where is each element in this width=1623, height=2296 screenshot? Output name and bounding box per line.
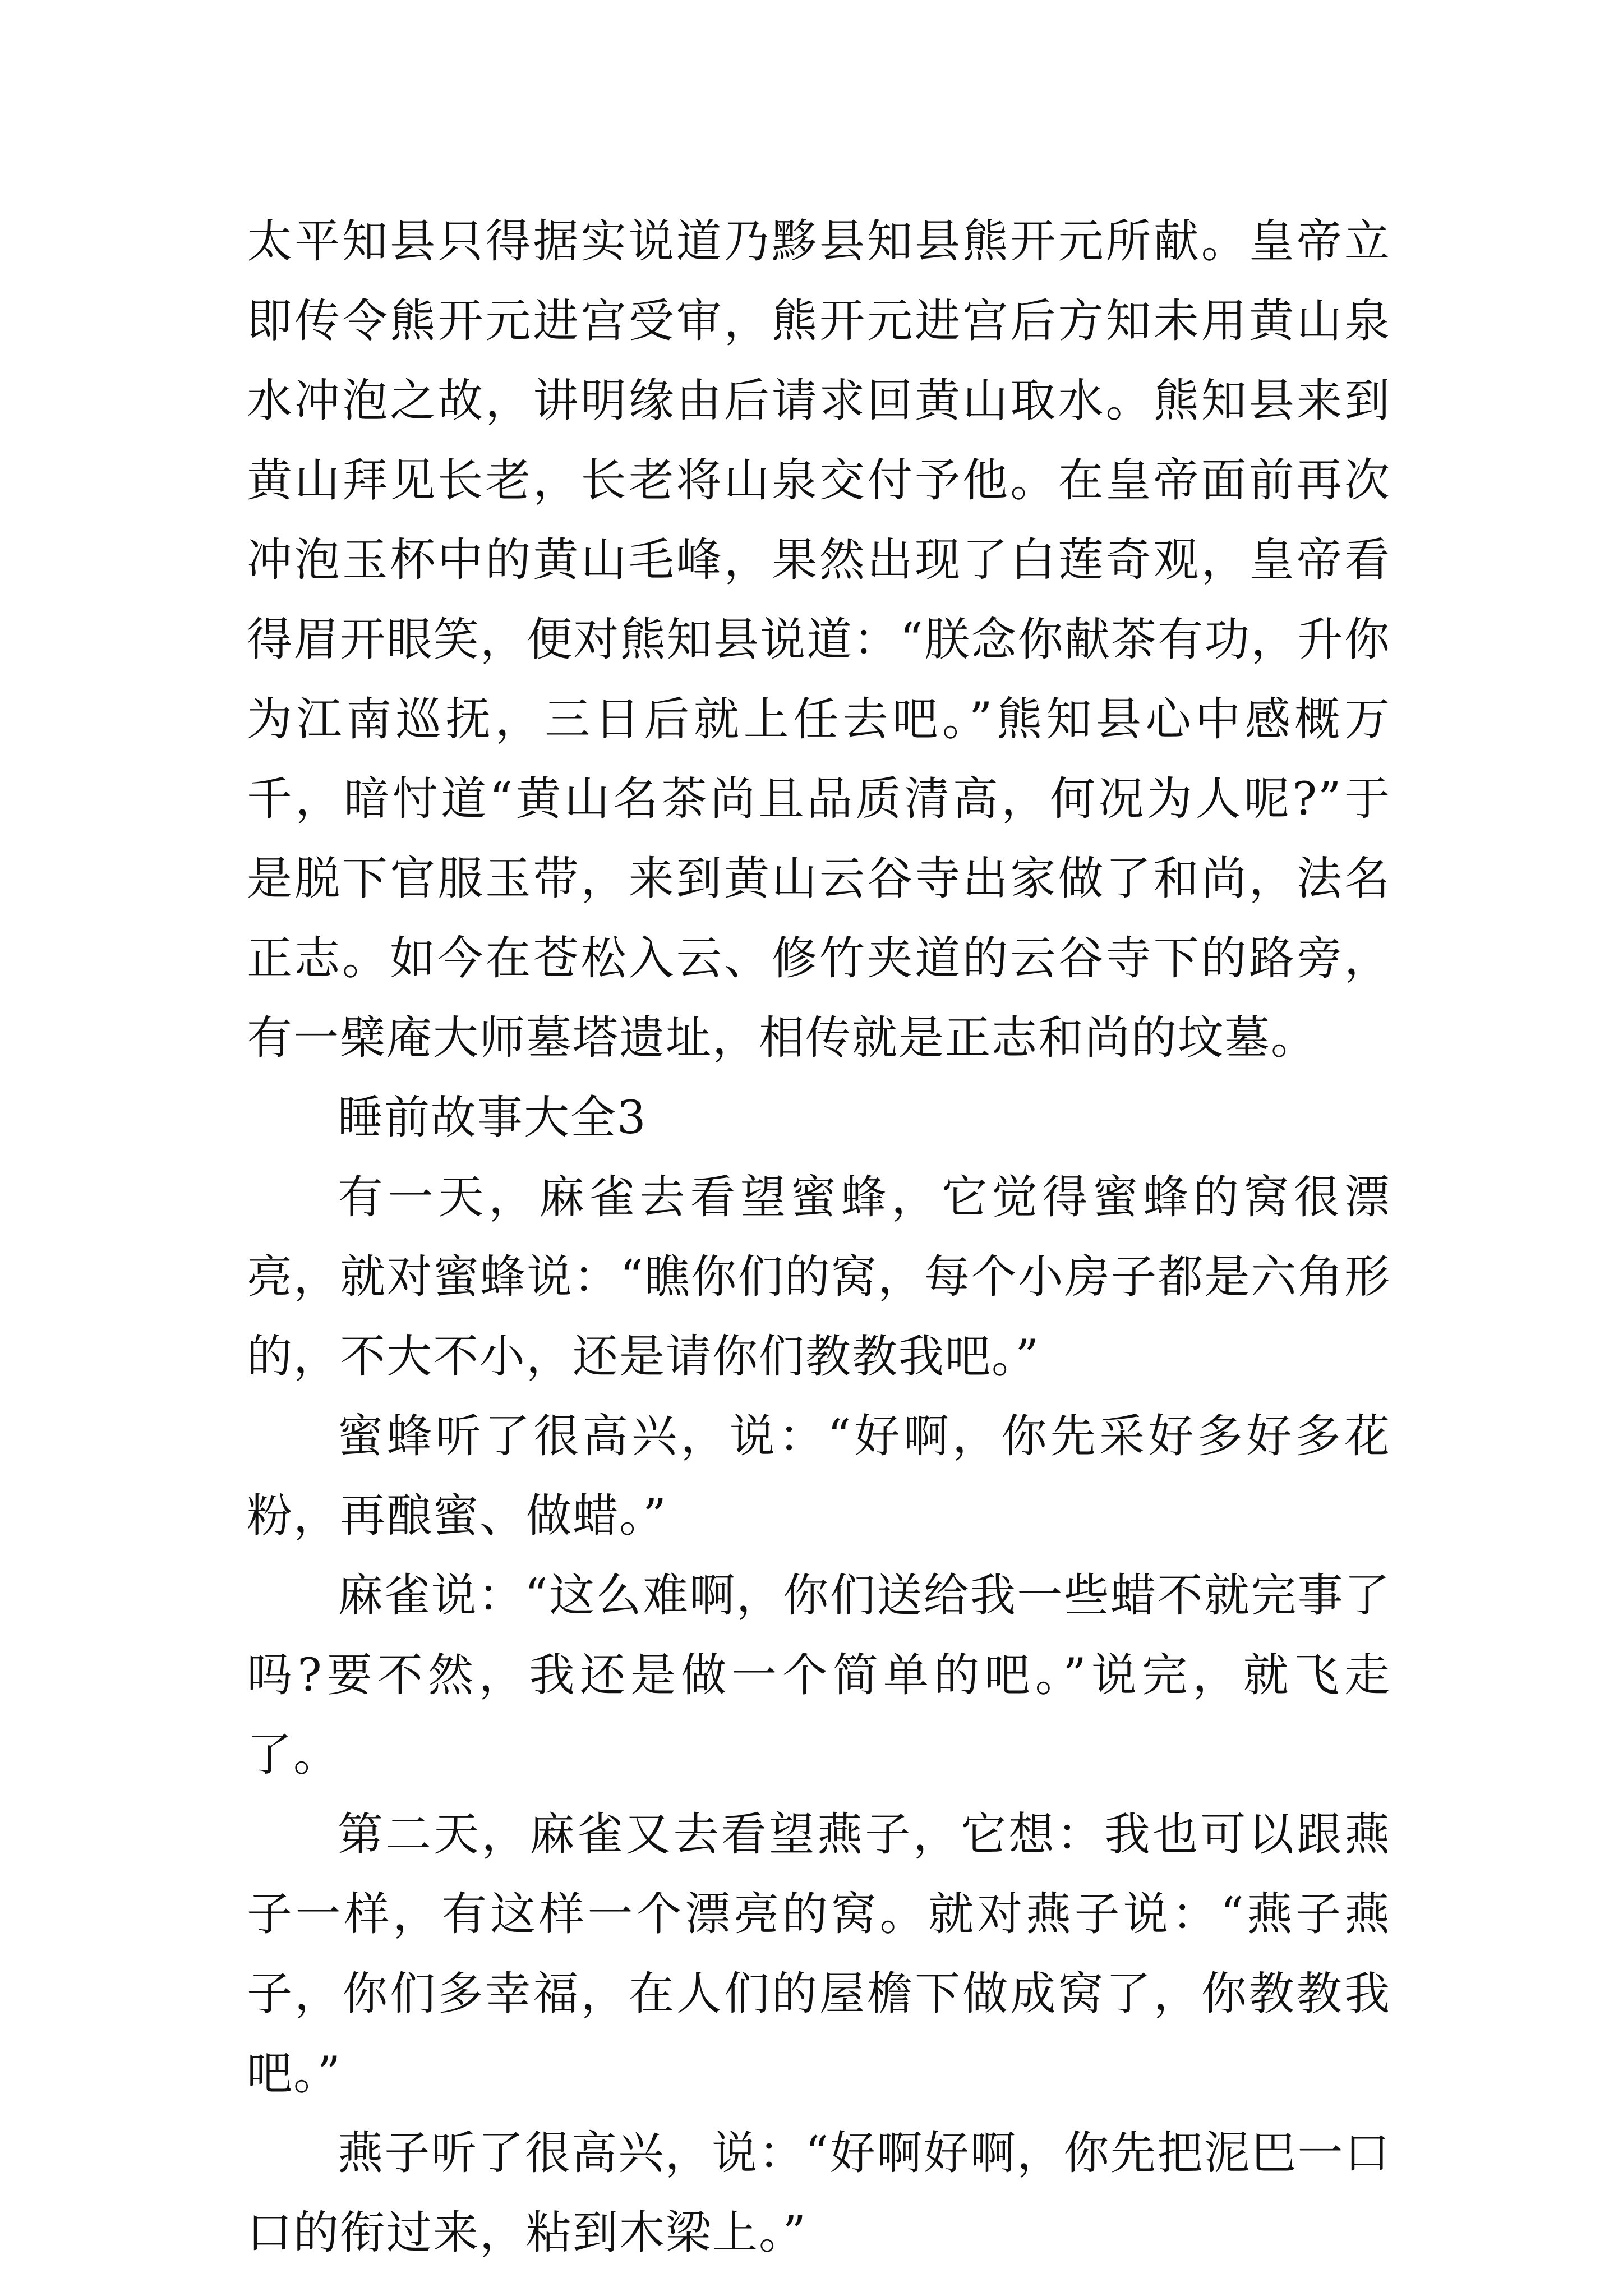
document-body: [247, 202, 1391, 2273]
paragraph: 蜜蜂听了很高兴，说：“好啊，你先采好多好多花粉，再酿蜜、做蜡。”: [247, 1410, 1391, 1543]
paragraph: 燕子听了很高兴，说：“好啊好啊，你先把泥巴一口口的衔过来，粘到木梁上。”: [247, 2127, 1391, 2260]
paragraph: 第二天，麻雀又去看望燕子，它想：我也可以跟燕子一样，有这样一个漂亮的窝。就对燕子说：“燕子燕子，你们多幸福，在人们的屋檐下做成窝了，你教教我吧。”: [247, 1809, 1391, 2100]
paragraph: 麻雀说：“这么难啊，你们送给我一些蜡不就完事了吗?要不然，我还是做一个简单的吧。”说完，就飞走了。: [247, 1570, 1391, 1782]
paragraph: 有一天，麻雀去看望蜜蜂，它觉得蜜蜂的窝很漂亮，就对蜜蜂说：“瞧你们的窝，每个小房子都是六角形的，不大不小，还是请你们教教我吧。”: [247, 1171, 1391, 1383]
paragraph-continuation: 太平知县只得据实说道乃黟县知县熊开元所献。皇帝立即传令熊开元进宫受审，熊开元进宫后方知未用黄山泉水冲泡之故，讲明缘由后请求回黄山取水。熊知县来到黄山拜见长老，长老将山泉交付予他。在皇帝面前再次冲泡玉杯中的黄山毛峰，果然出现了白莲奇观，皇帝看得眉开眼笑，便对熊知县说道：“朕念你献茶有功，升你为江南巡抚，三日后就上任去吧。”熊知县心中感概万千，暗忖道“黄山名茶尚且品质清高，何况为人呢?”于是脱下官服玉带，来到黄山云谷寺出家做了和尚，法名正志。如今在苍松入云、修竹夹道的云谷寺下的路旁，有一檗庵大师墓塔遗址，相传就是正志和尚的坟墓。: [247, 215, 1391, 1065]
section-heading: 睡前故事大全3: [338, 1092, 647, 1144]
